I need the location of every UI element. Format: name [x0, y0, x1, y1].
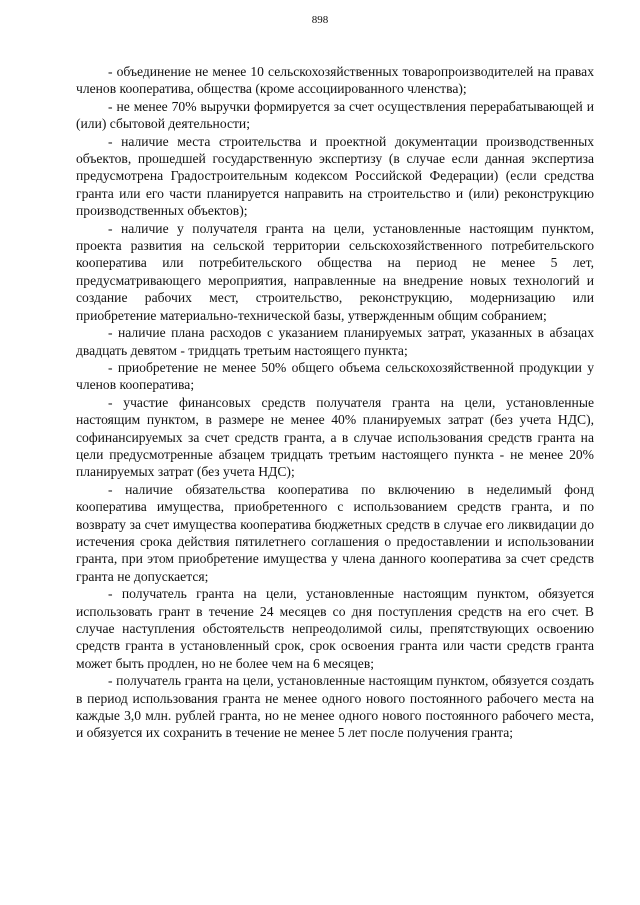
paragraph-construction-site: - наличие места строительства и проектной документации производственных объектов, прошедшей государственную экспертизу (в случае если данная экспертиза предусмотрена Градостроительным кодексом Российской Федерации) (если средства гранта или его части планируется направить на строительство и (или) реконструкцию производственных объектов);	[76, 133, 594, 219]
page-number: 898	[311, 14, 329, 26]
document-body	[76, 63, 594, 742]
paragraph-development-project: - наличие у получателя гранта на цели, установленные настоящим пунктом, проекта развития на сельской территории сельскохозяйственного потребительского кооператива или потребительского общества на период не менее 5 лет, предусматривающего мероприятия, направленные на внедрение новых технологий и создание рабочих мест, строительство, реконструкцию, модернизацию или приобретение материально-технической базы, утвержденным общим собранием;	[76, 220, 594, 323]
paragraph-expense-plan: - наличие плана расходов с указанием планируемых затрат, указанных в абзацах двадцать девятом - тридцать третьим настоящего пункта;	[76, 325, 594, 358]
paragraph-produce-purchase: - приобретение не менее 50% общего объема сельскохозяйственной продукции у членов кооператива;	[76, 359, 594, 393]
paragraph-revenue: - не менее 70% выручки формируется за счет осуществления перерабатывающей и (или) сбытовой деятельности;	[76, 98, 594, 132]
paragraph-indivisible-fund: - наличие обязательства кооператива по включению в неделимый фонд кооператива имущества, приобретенного с использованием средств гранта, и по возврату за счет имущества кооператива бюджетных средств в случае его ликвидации до истечения срока действия пятилетнего соглашения о предоставлении и использовании гранта, при этом приобретение имущества у члена данного кооператива за счет средств гранта не допускается;	[76, 481, 594, 584]
paragraph-job-creation: - получатель гранта на цели, установленные настоящим пунктом, обязуется создать в период использования гранта не менее одного нового постоянного рабочего места на каждые 3,0 млн. рублей гранта, но не менее одного нового постоянного рабочего места, и обязуется их сохранить в течение не менее 5 лет после получения гранта;	[76, 673, 594, 741]
paragraph-grant-usage-term: - получатель гранта на цели, установленные настоящим пунктом, обязуется использовать грант в течение 24 месяцев со дня поступления средств на его счет. В случае наступления обстоятельств непреодолимой силы, препятствующих освоению средств гранта в установленный срок, срок освоения гранта или части средств гранта может быть продлен, но не более чем на 6 месяцев;	[76, 586, 594, 671]
paragraph-membership: - объединение не менее 10 сельскохозяйственных товаропроизводителей на правах членов кооператива, общества (кроме ассоциированного членства);	[76, 64, 594, 97]
paragraph-cofinancing: - участие финансовых средств получателя гранта на цели, установленные настоящим пунктом, в размере не менее 40% планируемых затрат (без учета НДС), софинансируемых за счет средств гранта, а в случае использования средств гранта на цели предусмотренные абзацем тридцать третьим настоящего пункта - не менее 20% планируемых затрат (без учета НДС);	[76, 394, 594, 480]
